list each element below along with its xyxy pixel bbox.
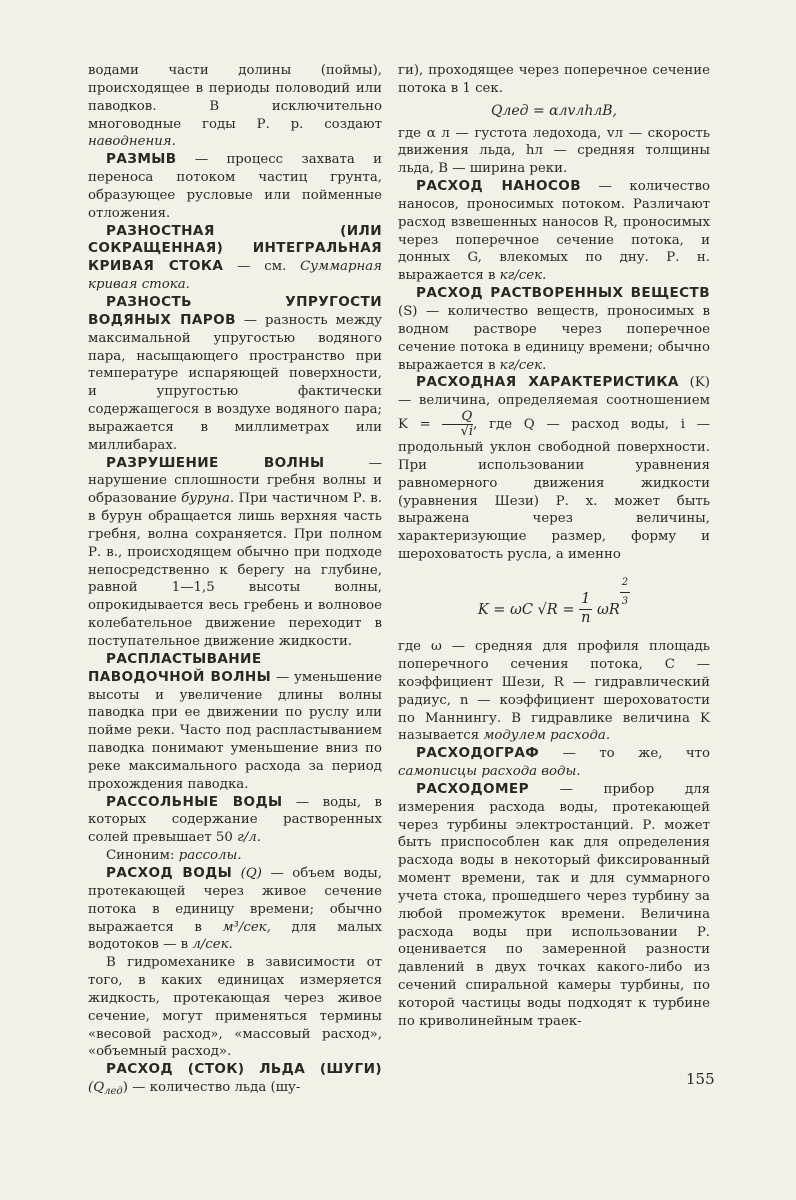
right-column [398, 62, 710, 1031]
term-heading: РАСХОД ВОДЫ [106, 864, 233, 881]
formula-ice-discharge: Qлед = αлvлhлB, [490, 102, 618, 119]
entry-rashodograf: РАСХОДОГРАФ — то же, что самописцы расхода воды. [398, 745, 710, 780]
synonym-line: Синоним: рассолы. [106, 848, 242, 864]
term-heading: РАЗНОСТНАЯ (ИЛИ СОКРАЩЕННАЯ) ИНТЕГРАЛЬНАЯ КРИВАЯ СТОКА [88, 222, 382, 275]
entry-rashodomer: РАСХОДОМЕР — прибор для измерения расхода воды, протекающей через турбины электростанций. Р. может быть приспособлен как для определения расхода воды в некоторый фиксированный момент времени, так и для суммарного учета стока, прошедшего через турбину за любой промежуток времени. Величина расхода воды при использовании Р. оценивается по замеренной разности давлений в двух точках какого-либо из сечений спиральной камеры турбины, по которой частицы воды подходят к турбине по криволинейным траек- [398, 780, 710, 1029]
term-heading: РАСХОДОМЕР [416, 780, 529, 797]
left-column [88, 62, 382, 1101]
term-heading: РАССОЛЬНЫЕ ВОДЫ [106, 793, 283, 810]
term-heading: РАЗМЫВ [106, 151, 177, 168]
entry-razrushenie: РАЗРУШЕНИЕ ВОЛНЫ — нарушение сплошности гребня волны и образование буруна. При частичном Р. в. в бурун обращается лишь верхняя часть гребня, волна сохраняется. При полном Р. в., происходящем обычно при подходе непосредственно к берегу на глубине, равной 1—1,5 высоты волны, опрокидывается весь гребень и волновое колебательное движение переходит в поступательное движение жидкости. [88, 454, 382, 649]
entry-rashod-lda: РАСХОД (СТОК) ЛЬДА (ШУГИ) $(Q_{лед})$ — количество льда (шу- [88, 1061, 382, 1098]
entry-raznost-uprugosti: РАЗНОСТЬ УПРУГОСТИ ВОДЯНЫХ ПАРОВ — разность между максимальной упругостью водяного пара, насыщающего пространство при температуре испаряющей поверхности, и упругостью фактически содержащегося в воздухе водяного пара; выражается в миллиметрах или миллибарах. [88, 293, 382, 453]
paragraph-gidromehanika: В гидромеханике в зависимости от того, в каких единицах измеряется жидкость, протекающая через живое сечение, могут применяться термины «весовой расход», «массовый расход», «объемный расход». [88, 955, 382, 1060]
term-heading: РАСХОДНАЯ ХАРАКТЕРИСТИКА [416, 374, 679, 391]
entry-rashod-rastvorennyh: РАСХОД РАСТВОРЕННЫХ ВЕЩЕСТВ (S) — количество веществ, проносимых в водном растворе через поперечное сечение потока в единицу времени; обычно выражается в кг/сек. [398, 285, 710, 373]
formula-legend: где ω — средняя для профиля площадь поперечного сечения потока, C — коэффициент Шези, R — гидравлический радиус, n — коэффициент шероховатости по Маннингу. В гидравлике величина K называется модулем расхода. [398, 639, 710, 744]
entry-rassolnye: РАССОЛЬНЫЕ ВОДЫ — воды, в которых содержание растворенных солей превышает 50 г/л. [88, 793, 382, 846]
term-heading: РАСХОДОГРАФ [416, 745, 540, 762]
entry-continuation: ги), проходящее через поперечное сечение потока в 1 сек. [398, 63, 710, 96]
term-heading: РАЗРУШЕНИЕ ВОЛНЫ [106, 454, 325, 471]
formula-chezy: K = ωC √R = $\frac{1}{n}$ ωR $\frac{2}{3}$ [398, 574, 710, 628]
term-heading: РАСХОД (СТОК) ЛЬДА (ШУГИ) [106, 1061, 382, 1078]
fraction-one-over-n: $\frac{1}{n}$ [581, 591, 591, 627]
term-heading: РАЗНОСТЬ УПРУГОСТИ ВОДЯНЫХ ПАРОВ [88, 293, 382, 328]
entry-raznostnaya: РАЗНОСТНАЯ (ИЛИ СОКРАЩЕННАЯ) ИНТЕГРАЛЬНАЯ КРИВАЯ СТОКА — см. Суммарная кривая стока. [88, 222, 382, 293]
entry-rashodnaya-harakteristika: РАСХОДНАЯ ХАРАКТЕРИСТИКА (K) — величина, определяемая соотношением K = $\frac{Q}{√i}$ , где Q — расход воды, i — продольный уклон свободной поверхности. При использовании уравнения равномерного движения жидкости (уравнения Шези) Р. х. может быть выражена через величины, характеризующие размер, форму и шероховатость русла, а именно [398, 374, 710, 563]
entry-continuation: водами части долины (поймы), происходящее в периоды половодий или паводков. В исключительно многоводные годы Р. р. создают наводнения. [88, 63, 382, 150]
entry-razmyv: РАЗМЫВ — процесс захвата и переноса потоком частиц грунта, образующее русловые или пойменные отложения. [88, 151, 382, 221]
entry-rasplastyvanie: РАСПЛАСТЫВАНИЕ ПАВОДОЧНОЙ ВОЛНЫ — уменьшение высоты и увеличение длины волны паводка при ее движении по руслу или пойме реки. Часто под распластыванием паводка понимают уменьшение вниз по реке максимального расхода за период прохождения паводка. [88, 650, 383, 792]
term-heading: РАСХОД РАСТВОРЕННЫХ ВЕЩЕСТВ [416, 285, 710, 302]
term-heading: РАСХОД НАНОСОВ [416, 178, 581, 195]
entry-rashod-vody: РАСХОД ВОДЫ (Q) — объем воды, протекающей через живое сечение потока в единицу времени; обычно выражается в м³/сек, для малых водотоков — в л/сек. [88, 864, 382, 953]
entry-rashod-nanosov: РАСХОД НАНОСОВ — количество наносов, проносимых потоком. Различают расход взвешенных наносов R, проносимых через поперечное сечение потока, и донных G, влекомых по дну. Р. н. выражается в кг/сек. [398, 178, 710, 284]
inline-fraction: $\frac{Q}{√i}$ [442, 410, 473, 439]
term-heading: РАСПЛАСТЫВАНИЕ ПАВОДОЧНОЙ ВОЛНЫ [88, 650, 272, 685]
formula-legend: где α л — густота ледохода, vл — скорость движения льда, hл — средняя толщины льда, B — ширина реки. [398, 125, 710, 177]
exponent-fraction: $\frac{2}{3}$ [620, 574, 630, 611]
page-number: 155 [686, 1070, 715, 1088]
